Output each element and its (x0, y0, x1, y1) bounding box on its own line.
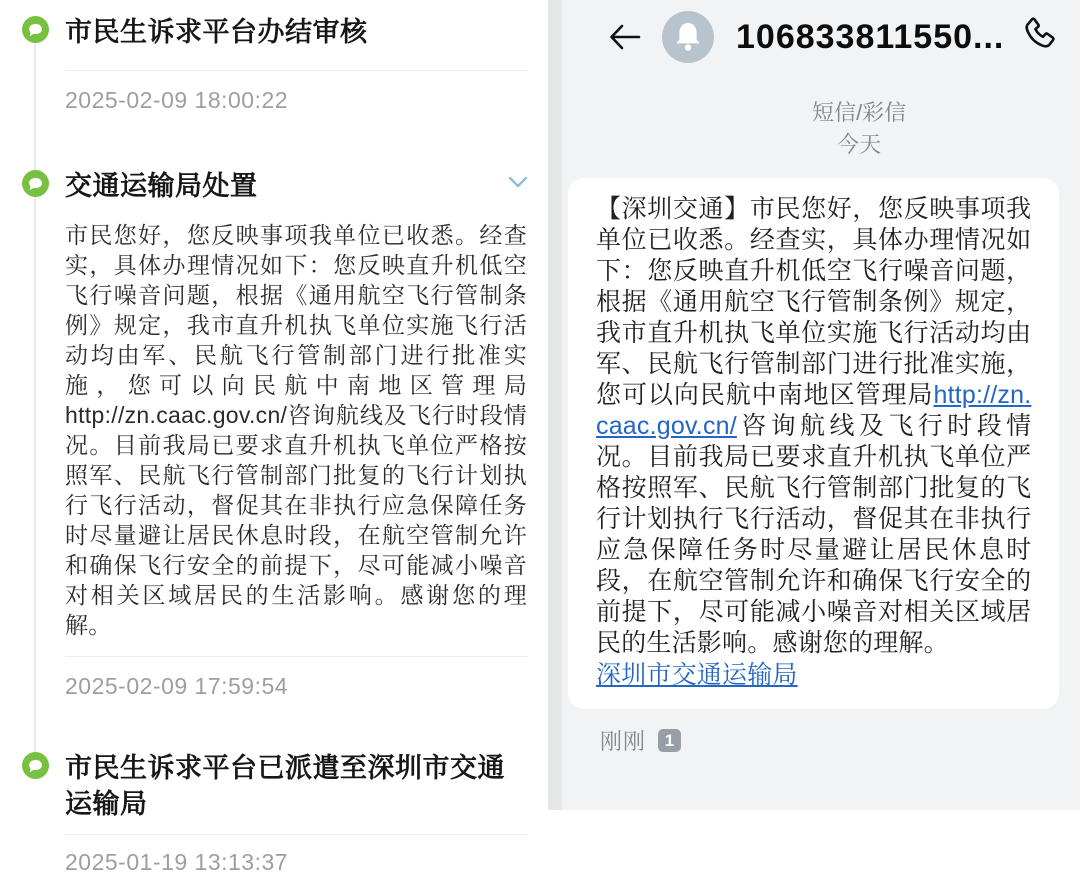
timeline-item-timestamp: 2025-01-19 13:13:37 (65, 849, 289, 875)
timeline-item-title: 市民生诉求平台办结审核 (65, 17, 368, 47)
message-text-part1: 【深圳交通】市民您好，您反映事项我单位已收悉。经查实，具体办理情况如下：您反映直升机低空飞行噪音问题，根据《通用航空飞行管制条例》规定，我市直升机执飞单位实施飞行活动均由军、民航飞行管制部门进行批准实施，您可以向民航中南地区管理局 (596, 195, 1032, 409)
disposal-body-text: 市民您好，您反映事项我单位已收悉。经查实，具体办理情况如下：您反映直升机低空飞行噪音问题，根据《通用航空飞行管制条例》规定，我市直升机执飞单位实施飞行活动均由军、民航飞行管制部门进行批准实施，您可以向民航中南地区管理局http://zn.caac.gov.cn/咨询航线及飞行时段情况。目前我局已要求直升机执飞单位严格按照军、民航飞行管制部门批复的飞行计划执行飞行活动，督促其在非执行应急保障任务时尽量避让居民休息时段，在航空管制允许和确保飞行安全的前提下，尽可能减小噪音对相关区域居民的生活影响。感谢您的理解。 (65, 222, 527, 638)
sms-panel (562, 0, 1080, 810)
timeline-item-timestamp: 2025-02-09 18:00:22 (65, 87, 289, 113)
timeline-item-timestamp: 2025-02-09 17:59:54 (65, 673, 289, 699)
channel-label: 短信/彩信 (812, 100, 907, 125)
timeline-item-title: 市民生诉求平台已派遣至深圳市交通运输局 (65, 753, 505, 819)
caac-link[interactable]: http://zn.caac.gov.cn/ (596, 381, 1032, 440)
chevron-down-icon[interactable] (508, 176, 528, 189)
avatar[interactable] (662, 11, 714, 63)
panel-divider-strip (548, 0, 562, 810)
message-text-part2: 咨询航线及飞行时段情况。目前我局已要求直升机执飞单位严格按照军、民航飞行管制部门批复的飞行计划执行飞行活动，督促其在非执行应急保障任务时尽量避让居民休息时段，在航空管制允许和确保飞行安全的前提下，尽可能减小噪音对相关区域居民的生活影响。感谢您的理解。 (596, 412, 1032, 657)
timeline-item-review (22, 14, 528, 50)
phone-icon[interactable] (1016, 14, 1062, 60)
timeline-connector-line (34, 30, 36, 776)
sender-number: 106833811550... (736, 17, 1005, 56)
received-time-label: 刚刚 (600, 729, 647, 754)
date-label: 今天 (837, 132, 882, 157)
divider (65, 834, 528, 835)
divider (65, 656, 528, 657)
bell-icon (673, 21, 703, 53)
announcement-icon (22, 752, 49, 779)
sms-message-bubble (568, 178, 1059, 709)
transport-bureau-link[interactable]: 深圳市交通运输局 (596, 661, 798, 689)
timeline-item-disposal (22, 168, 528, 204)
timeline-item-title: 交通运输局处置 (65, 171, 258, 201)
sms-header (562, 0, 1080, 66)
announcement-icon (22, 16, 49, 43)
sim-slot-badge: 1 (658, 729, 681, 752)
timeline-item-dispatched (22, 750, 528, 822)
divider (65, 70, 528, 71)
message-status-row (600, 725, 1080, 756)
announcement-icon (22, 170, 49, 197)
back-arrow-icon[interactable] (606, 21, 642, 53)
conversation-meta (562, 100, 1080, 160)
